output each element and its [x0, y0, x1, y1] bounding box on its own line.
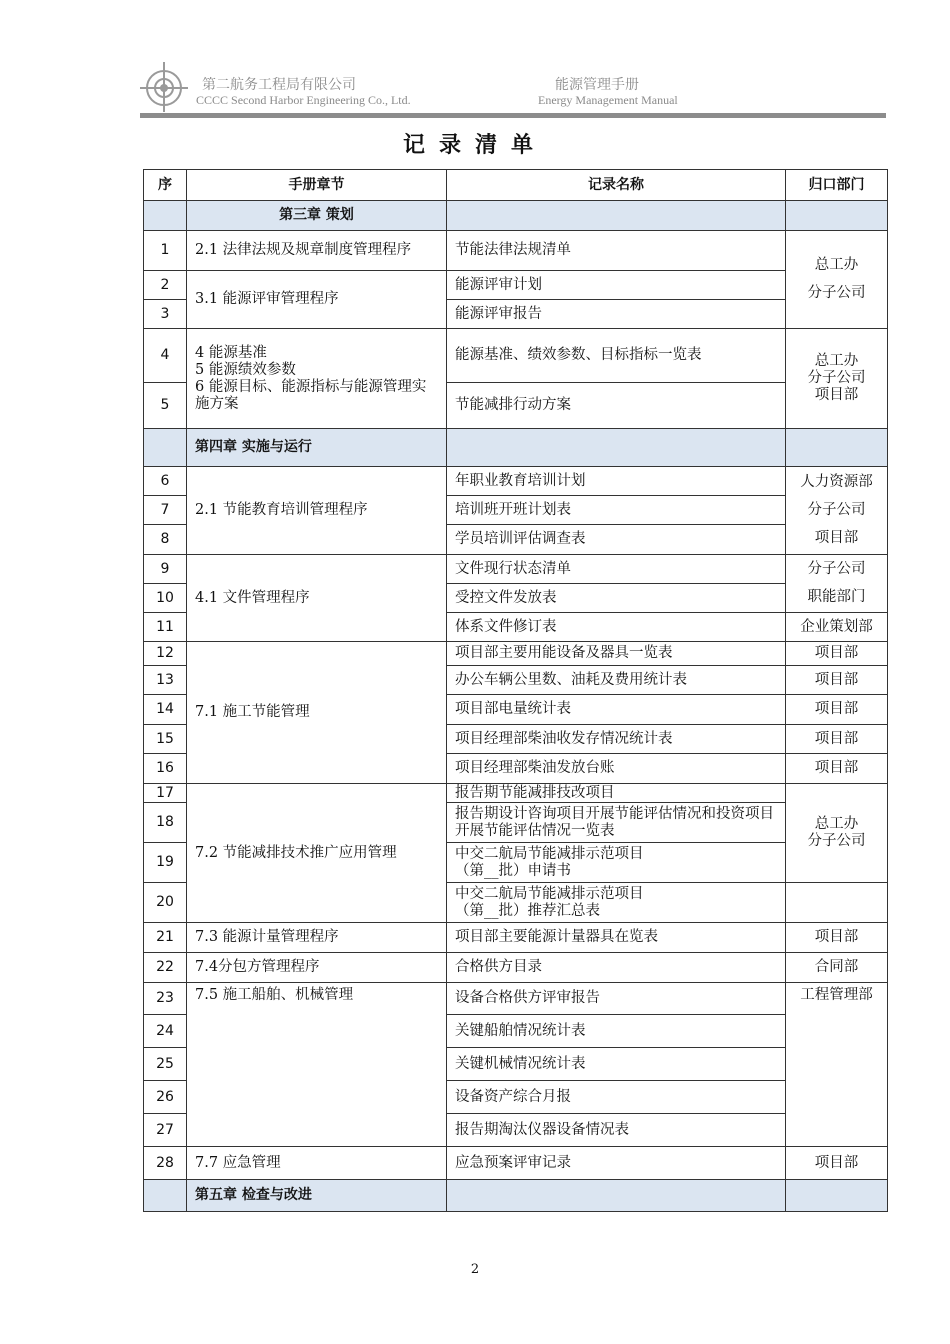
row-number: 14 — [144, 695, 187, 725]
row-number: 4 — [144, 329, 187, 383]
company-name-cn: 第二航务工程局有限公司 — [202, 77, 356, 93]
page-number: 2 — [470, 1262, 480, 1277]
dept-cell: 项目部 — [786, 923, 888, 953]
row-number: 13 — [144, 666, 187, 695]
record-name: 节能减排行动方案 — [447, 383, 786, 429]
row-number: 20 — [144, 883, 187, 923]
section-cell: 7.5 施工船舶、机械管理 — [187, 983, 447, 1147]
dept-cell: 项目部 — [786, 695, 888, 725]
row-number: 2 — [144, 271, 187, 300]
table-row — [144, 467, 888, 496]
row-number: 1 — [144, 231, 187, 271]
record-name: 项目经理部柴油收发存情况统计表 — [447, 725, 786, 754]
record-name: 办公车辆公里数、油耗及费用统计表 — [447, 666, 786, 695]
row-number: 28 — [144, 1147, 187, 1180]
chapter-row — [144, 1180, 888, 1212]
row-number: 10 — [144, 584, 187, 613]
record-name: 项目部电量统计表 — [447, 695, 786, 725]
record-name: 合格供方目录 — [447, 953, 786, 983]
record-name: 设备资产综合月报 — [447, 1081, 786, 1114]
section-cell: 4.1 文件管理程序 — [187, 555, 447, 642]
dept-cell: 分子公司 职能部门 — [786, 555, 888, 613]
record-name: 报告期节能减排技改项目 — [447, 784, 786, 803]
section-cell: 7.2 节能减排技术推广应用管理 — [187, 784, 447, 923]
row-number: 3 — [144, 300, 187, 329]
chapter-title: 第三章 策划 — [187, 201, 447, 231]
record-name: 项目部主要能源计量器具在览表 — [447, 923, 786, 953]
dept-cell: 总工办 分子公司 — [786, 784, 888, 883]
manual-name-en: Energy Management Manual — [538, 93, 678, 107]
dept-cell: 工程管理部 — [786, 983, 888, 1147]
record-name: 项目部主要用能设备及器具一览表 — [447, 642, 786, 666]
table-row — [144, 1147, 888, 1180]
record-name: 能源评审报告 — [447, 300, 786, 329]
dept-cell: 总工办 分子公司 项目部 — [786, 329, 888, 429]
record-name: 能源基准、绩效参数、目标指标一览表 — [447, 329, 786, 383]
record-list-table — [143, 169, 888, 1212]
record-name: 中交二航局节能减排示范项目 （第__批）推荐汇总表 — [447, 883, 786, 923]
col-header-section: 手册章节 — [187, 170, 447, 201]
row-number: 26 — [144, 1081, 187, 1114]
record-name: 培训班开班计划表 — [447, 496, 786, 525]
row-number: 11 — [144, 613, 187, 642]
row-number: 17 — [144, 784, 187, 803]
record-name: 年职业教育培训计划 — [447, 467, 786, 496]
record-name: 学员培训评估调查表 — [447, 525, 786, 555]
table-row — [144, 329, 888, 383]
record-name: 中交二航局节能减排示范项目 （第__批）申请书 — [447, 843, 786, 883]
page-title: 记录清单 — [402, 133, 547, 158]
row-number: 27 — [144, 1114, 187, 1147]
section-cell: 4 能源基准 5 能源绩效参数 6 能源目标、能源指标与能源管理实施方案 — [187, 329, 447, 429]
section-cell: 2.1 法律法规及规章制度管理程序 — [187, 231, 447, 271]
table-row — [144, 231, 888, 271]
record-name: 报告期设计咨询项目开展节能评估情况和投资项目开展节能评估情况一览表 — [447, 803, 786, 843]
section-cell: 7.4分包方管理程序 — [187, 953, 447, 983]
chapter-title: 第五章 检查与改进 — [187, 1180, 447, 1212]
manual-name-cn: 能源管理手册 — [555, 77, 639, 93]
row-number: 9 — [144, 555, 187, 584]
col-header-record: 记录名称 — [447, 170, 786, 201]
row-number: 15 — [144, 725, 187, 754]
row-number: 18 — [144, 803, 187, 843]
row-number: 16 — [144, 754, 187, 784]
row-number: 5 — [144, 383, 187, 429]
chapter-row — [144, 201, 888, 231]
col-header-dept: 归口部门 — [786, 170, 888, 201]
row-number: 24 — [144, 1015, 187, 1048]
row-number: 23 — [144, 983, 187, 1015]
record-name: 设备合格供方评审报告 — [447, 983, 786, 1015]
row-number: 21 — [144, 923, 187, 953]
row-number: 25 — [144, 1048, 187, 1081]
dept-cell: 人力资源部 分子公司 项目部 — [786, 467, 888, 555]
dept-cell: 总工办 分子公司 — [786, 231, 888, 329]
record-name: 项目经理部柴油发放台账 — [447, 754, 786, 784]
row-number: 12 — [144, 642, 187, 666]
record-name: 体系文件修订表 — [447, 613, 786, 642]
chapter-title: 第四章 实施与运行 — [187, 429, 447, 467]
col-header-no: 序 — [144, 170, 187, 201]
table-row — [144, 642, 888, 666]
record-name: 能源评审计划 — [447, 271, 786, 300]
record-name: 关键船舶情况统计表 — [447, 1015, 786, 1048]
company-name-en: CCCC Second Harbor Engineering Co., Ltd. — [196, 93, 411, 107]
dept-cell: 项目部 — [786, 642, 888, 666]
row-number: 8 — [144, 525, 187, 555]
record-name: 受控文件发放表 — [447, 584, 786, 613]
table-row — [144, 923, 888, 953]
header-divider — [140, 113, 886, 118]
record-name: 应急预案评审记录 — [447, 1147, 786, 1180]
company-logo-icon — [140, 60, 188, 114]
section-cell: 2.1 节能教育培训管理程序 — [187, 467, 447, 555]
row-number: 22 — [144, 953, 187, 983]
table-row — [144, 271, 888, 300]
section-cell: 7.1 施工节能管理 — [187, 642, 447, 784]
chapter-row — [144, 429, 888, 467]
row-number: 7 — [144, 496, 187, 525]
table-row — [144, 784, 888, 803]
record-name: 文件现行状态清单 — [447, 555, 786, 584]
table-row — [144, 555, 888, 584]
dept-cell: 合同部 — [786, 953, 888, 983]
section-cell: 3.1 能源评审管理程序 — [187, 271, 447, 329]
table-header-row — [144, 170, 888, 201]
dept-cell: 项目部 — [786, 725, 888, 754]
row-number: 6 — [144, 467, 187, 496]
row-number: 19 — [144, 843, 187, 883]
table-row — [144, 983, 888, 1015]
page-header — [140, 60, 886, 120]
record-name: 报告期淘汰仪器设备情况表 — [447, 1114, 786, 1147]
dept-cell: 项目部 — [786, 754, 888, 784]
table-row — [144, 953, 888, 983]
dept-cell: 项目部 — [786, 1147, 888, 1180]
dept-cell: 企业策划部 — [786, 613, 888, 642]
record-name: 节能法律法规清单 — [447, 231, 786, 271]
section-cell: 7.7 应急管理 — [187, 1147, 447, 1180]
record-name: 关键机械情况统计表 — [447, 1048, 786, 1081]
dept-cell: 项目部 — [786, 666, 888, 695]
section-cell: 7.3 能源计量管理程序 — [187, 923, 447, 953]
